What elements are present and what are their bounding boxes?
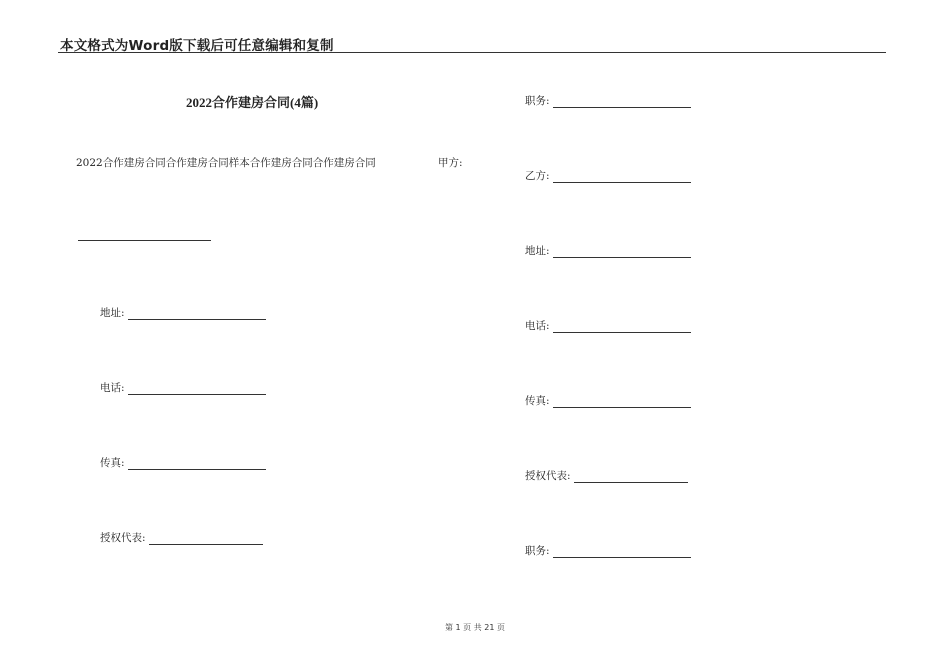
right-field-position-2 [525, 543, 691, 558]
field-label: 地址: [525, 245, 550, 257]
right-field-representative [525, 468, 688, 483]
party-a-label: 甲方: [438, 157, 463, 169]
party-a-blank-line [78, 240, 211, 241]
left-field-phone [100, 380, 266, 395]
field-label: 地址: [100, 307, 125, 319]
right-field-address [525, 243, 691, 258]
document-title: 2022合作建房合同(4篇) [186, 95, 319, 110]
blank-line [553, 556, 691, 558]
field-label: 职务: [525, 545, 550, 557]
blank-line [128, 318, 266, 320]
field-label: 电话: [525, 320, 550, 332]
field-label: 职务: [525, 95, 550, 107]
right-field-position [525, 93, 691, 108]
blank-line [553, 331, 691, 333]
page-footer: 第 1 页 共 21 页 [445, 623, 505, 632]
field-label: 授权代表: [100, 532, 146, 544]
intro-text: 2022合作建房合同合作建房合同样本合作建房合同合作建房合同 [76, 157, 376, 169]
header-text: 本文格式为Word版下载后可任意编辑和复制 [60, 38, 334, 54]
field-label: 授权代表: [525, 470, 571, 482]
blank-line [128, 468, 266, 470]
left-field-address [100, 305, 266, 320]
field-label: 乙方: [525, 170, 550, 182]
field-label: 电话: [100, 382, 125, 394]
right-field-party-b [525, 168, 691, 183]
blank-line [553, 256, 691, 258]
blank-line [128, 393, 266, 395]
left-field-representative [100, 530, 263, 545]
blank-line [553, 181, 691, 183]
field-label: 传真: [525, 395, 550, 407]
blank-line [553, 106, 691, 108]
page-header [58, 34, 886, 53]
blank-line [149, 543, 263, 545]
field-label: 传真: [100, 457, 125, 469]
left-field-fax [100, 455, 266, 470]
right-field-phone [525, 318, 691, 333]
right-field-fax [525, 393, 691, 408]
blank-line [553, 406, 691, 408]
blank-line [574, 481, 688, 483]
